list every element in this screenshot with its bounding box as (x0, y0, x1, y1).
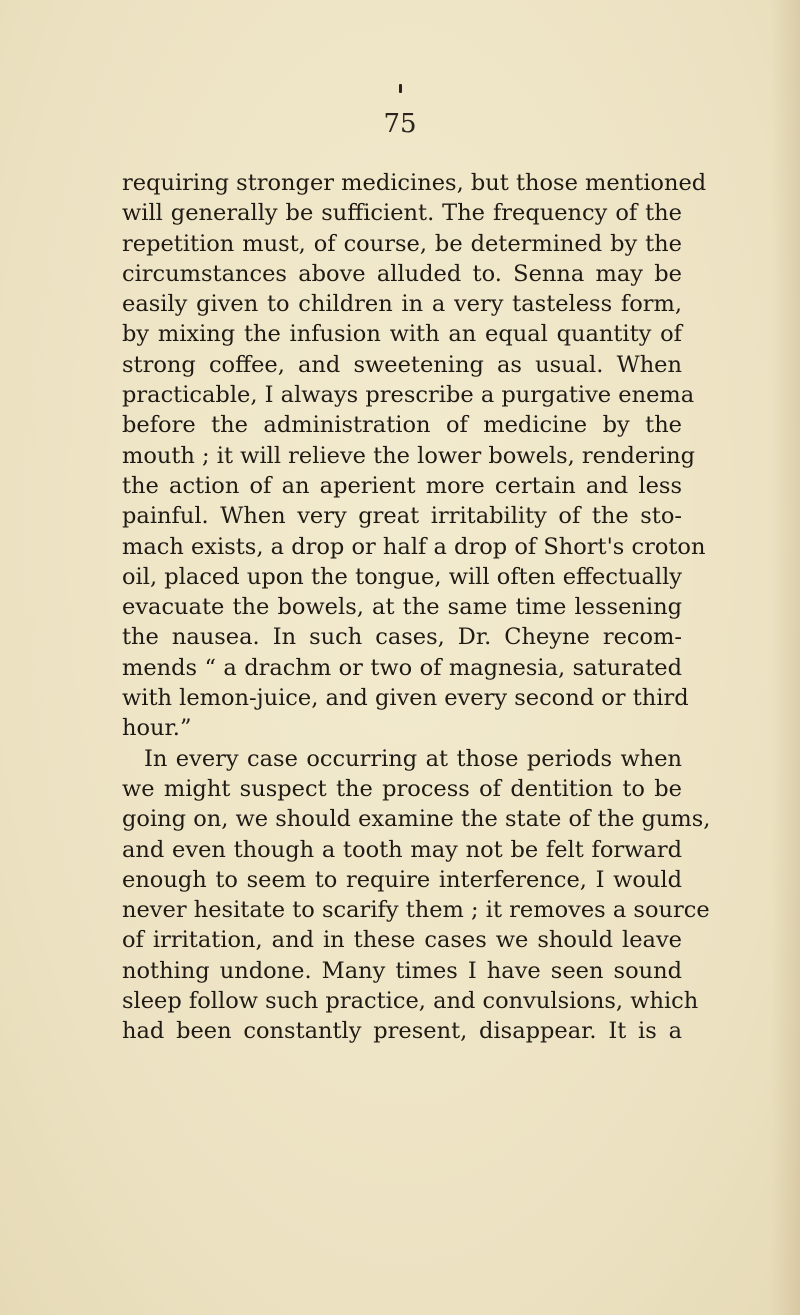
text-line: of irritation, and in these cases we should leave (122, 927, 682, 954)
text-line: we might suspect the process of dentition to be (122, 775, 682, 802)
page-number: 75 (383, 109, 417, 139)
text-line: the nausea. In such cases, Dr. Cheyne recom- (122, 624, 682, 651)
text-line: with lemon-juice, and given every second or third (122, 685, 689, 712)
text-line: and even though a tooth may not be felt forward (122, 836, 682, 863)
text-line: evacuate the bowels, at the same time lessening (122, 594, 682, 621)
text-line: painful. When very great irritability of the sto- (122, 503, 682, 530)
text-line: requiring stronger medicines, but those mentioned (122, 170, 707, 196)
body-text (122, 168, 711, 1047)
text-line: oil, placed upon the tongue, will often effectually (122, 563, 682, 590)
print-mark (399, 84, 402, 93)
text-line: by mixing the infusion with an equal quantity of (122, 321, 682, 348)
text-line: going on, we should examine the state of the gums, (122, 806, 711, 833)
text-line: easily given to children in a very tasteless form, (122, 291, 682, 318)
text-line: circumstances above alluded to. Senna may be (122, 260, 682, 287)
text-line: nothing undone. Many times I have seen sound (122, 957, 682, 984)
text-line: practicable, I always prescribe a purgative enema (122, 382, 695, 409)
text-line: the action of an aperient more certain and less (122, 472, 682, 499)
text-line: sleep follow such practice, and convulsions, which (122, 988, 699, 1015)
paragraph-start-line: In every case occurring at those periods when (144, 745, 682, 772)
text-line: repetition must, of course, be determined by the (122, 230, 682, 257)
page-gutter-shadow (770, 0, 800, 1315)
text-line: enough to seem to require interference, I would (122, 866, 682, 893)
text-line: never hesitate to scarify them ; it removes a source (122, 897, 710, 924)
paragraph-end-line: hour.” (122, 715, 192, 742)
text-line: mends “ a drachm or two of magnesia, saturated (122, 654, 682, 681)
text-line: mach exists, a drop or half a drop of Short's croton (122, 533, 706, 560)
text-line: had been constantly present, disappear. It is a (122, 1018, 682, 1045)
text-line: mouth ; it will relieve the lower bowels, rendering (122, 442, 696, 469)
text-line: before the administration of medicine by the (122, 412, 682, 439)
text-line: strong coffee, and sweetening as usual. When (122, 351, 682, 378)
text-line: will generally be sufficient. The frequency of the (122, 200, 682, 227)
